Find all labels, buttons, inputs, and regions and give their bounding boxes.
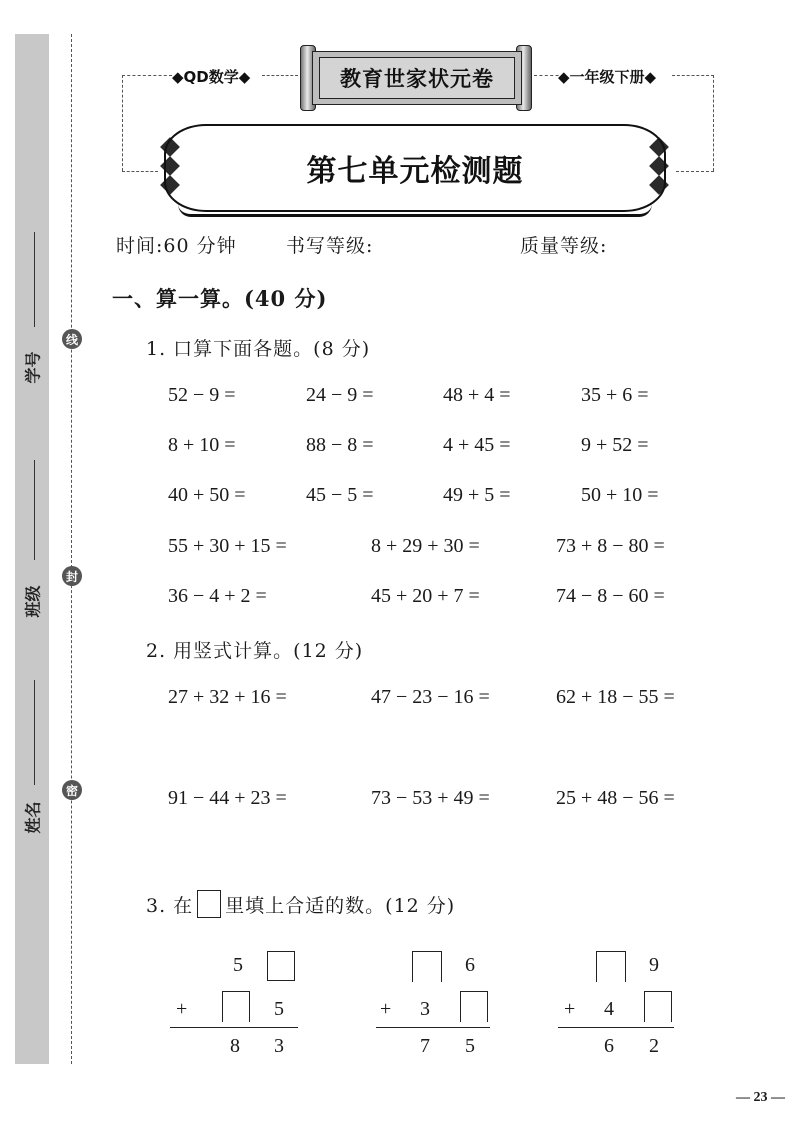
q3-p3-top-box[interactable] [596, 951, 626, 982]
binding-strip [15, 34, 49, 1064]
q1-r5-c3: 74 − 8 − 60 = [556, 585, 665, 607]
q1-label: 1. 口算下面各题。(8 分) [146, 338, 371, 360]
class-label: 班级 [23, 585, 43, 618]
name-label: 姓名 [23, 801, 43, 834]
q3-problem-1 [170, 945, 310, 1065]
name-line [34, 680, 35, 785]
cut-mark-seal: 封 [62, 566, 82, 586]
page-number: — 23 — [736, 1090, 785, 1105]
header-left-dashed-bottom [122, 171, 158, 172]
header-mid-left-dashed [262, 75, 298, 76]
q3-p3-mid-digit: 4 [604, 998, 614, 1020]
q3-p2-mid-box[interactable] [460, 991, 488, 1022]
q2-r1-c1: 27 + 32 + 16 = [168, 686, 287, 708]
header-right-dashed-top [672, 75, 714, 76]
q3-p1-mid-box[interactable] [222, 991, 250, 1022]
q3-p2-plus: + [380, 998, 392, 1020]
q1-r1-c1: 52 − 9 = [168, 384, 236, 406]
q3-p2-result-tens: 7 [420, 1035, 430, 1057]
q2-r1-c2: 47 − 23 − 16 = [371, 686, 490, 708]
cut-mark-secret: 密 [62, 780, 82, 800]
writing-grade-label: 书写等级: [286, 235, 374, 257]
q2-r1-c3: 62 + 18 − 55 = [556, 686, 675, 708]
section-1-heading: 一、算一算。(40 分) [112, 286, 328, 311]
q3-p2-result-ones: 5 [465, 1035, 475, 1057]
q3-p1-result-ones: 3 [274, 1035, 284, 1057]
q1-r1-c4: 35 + 6 = [581, 384, 649, 406]
header-left-dashed-top [122, 75, 172, 76]
q2-r2-c3: 25 + 48 − 56 = [556, 787, 675, 809]
q2-r2-c1: 91 − 44 + 23 = [168, 787, 287, 809]
q1-r4-c3: 73 + 8 − 80 = [556, 535, 665, 557]
exam-time: 时间:60 分钟 [116, 235, 237, 257]
header-left-dashed-vert [122, 75, 123, 171]
q1-r3-c2: 45 − 5 = [306, 484, 374, 506]
series-scroll-banner [300, 45, 532, 109]
q3-p1-plus: + [176, 998, 188, 1020]
q3-p1-result-tens: 8 [230, 1035, 240, 1057]
header-right-dashed-vert [713, 75, 714, 171]
q3-p3-top-digit: 9 [649, 954, 659, 976]
student-no-label: 学号 [23, 351, 43, 384]
q3-p2-mid-digit: 3 [420, 998, 430, 1020]
q3-label-after: 里填上合适的数。(12 分) [225, 895, 456, 917]
q1-r2-c3: 4 + 45 = [443, 434, 511, 456]
q1-r2-c1: 8 + 10 = [168, 434, 236, 456]
series-title: 教育世家状元卷 [319, 57, 515, 99]
q1-r2-c2: 88 − 8 = [306, 434, 374, 456]
q1-r1-c2: 24 − 9 = [306, 384, 374, 406]
q3-problem-3 [558, 945, 698, 1065]
q3-p2-top-digit: 6 [465, 954, 475, 976]
q1-r2-c4: 9 + 52 = [581, 434, 649, 456]
q1-r3-c4: 50 + 10 = [581, 484, 659, 506]
q1-r5-c1: 36 − 4 + 2 = [168, 585, 267, 607]
cut-line [71, 34, 72, 1064]
q2-label: 2. 用竖式计算。(12 分) [146, 640, 364, 662]
q3-p2-sum-line [376, 1027, 490, 1028]
grade-tag: ◆一年级下册◆ [558, 68, 657, 86]
subject-tag: ◆QD数学◆ [172, 68, 251, 86]
q3-p1-sum-line [170, 1027, 298, 1028]
q1-r5-c2: 45 + 20 + 7 = [371, 585, 480, 607]
quality-grade-label: 质量等级: [520, 235, 608, 257]
q3-label-before: 3. 在 [146, 895, 194, 917]
scroll-body [312, 51, 522, 105]
q3-p3-mid-box[interactable] [644, 991, 672, 1022]
answer-box-sample [197, 890, 221, 918]
student-no-line [34, 232, 35, 327]
class-line [34, 460, 35, 560]
title-banner [164, 124, 666, 212]
q1-r1-c3: 48 + 4 = [443, 384, 511, 406]
q1-r4-c2: 8 + 29 + 30 = [371, 535, 480, 557]
q1-r3-c3: 49 + 5 = [443, 484, 511, 506]
q3-problem-2 [376, 945, 516, 1065]
q3-p1-top-box[interactable] [267, 951, 295, 981]
q3-p1-top-digit: 5 [233, 954, 243, 976]
q2-r2-c2: 73 − 53 + 49 = [371, 787, 490, 809]
q3-p3-plus: + [564, 998, 576, 1020]
q3-label [146, 890, 455, 918]
q3-p1-mid-digit: 5 [274, 998, 284, 1020]
q1-r3-c1: 40 + 50 = [168, 484, 246, 506]
q3-p3-result-ones: 2 [649, 1035, 659, 1057]
q3-p3-result-tens: 6 [604, 1035, 614, 1057]
page-title: 第七单元检测题 [306, 154, 524, 189]
q1-r4-c1: 55 + 30 + 15 = [168, 535, 287, 557]
q3-p3-sum-line [558, 1027, 674, 1028]
cut-mark-line: 线 [62, 329, 82, 349]
q3-p2-top-box[interactable] [412, 951, 442, 982]
header-right-dashed-bottom [676, 171, 714, 172]
